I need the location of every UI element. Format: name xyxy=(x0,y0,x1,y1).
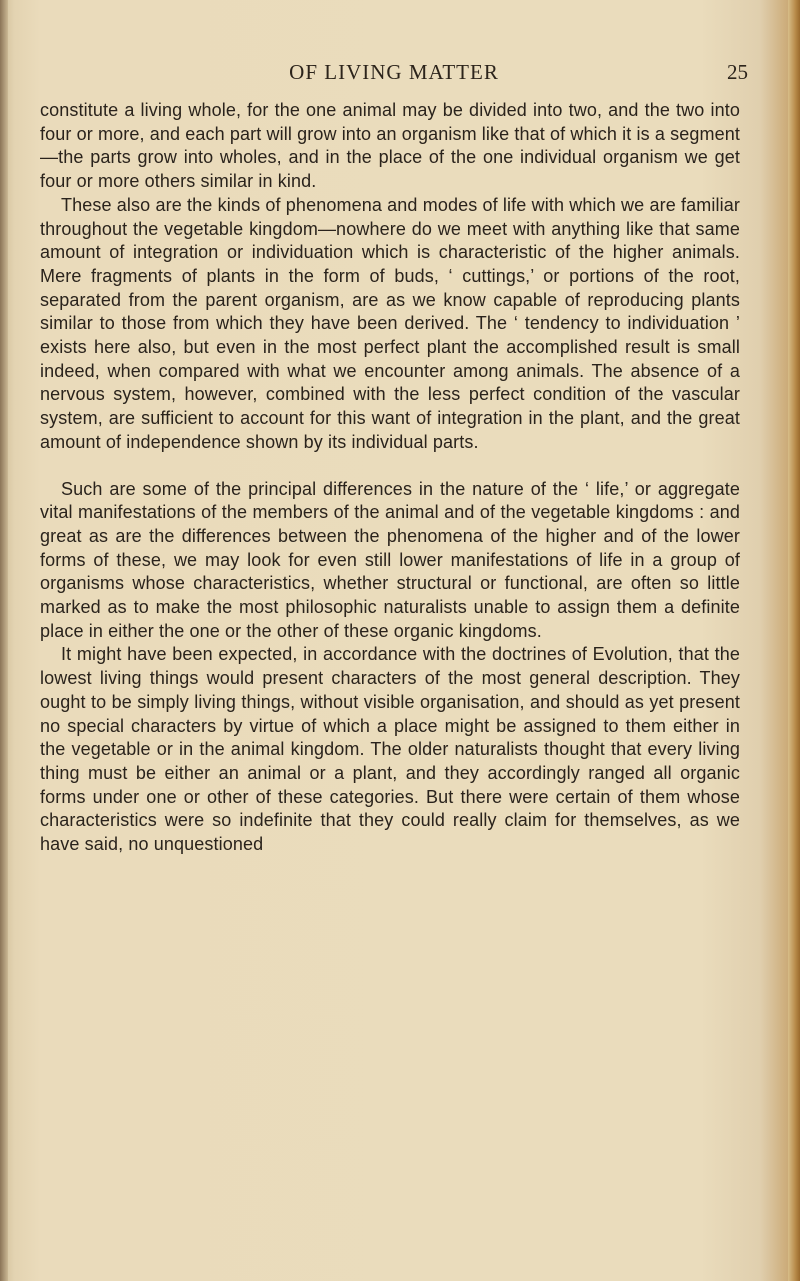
page-gutter-left xyxy=(0,0,8,1281)
page-number: 25 xyxy=(727,60,748,84)
paragraph-1: constitute a living whole, for the one animal may be divided into two, and the two into four or more, and each part will grow into an organism like that of which it is a segment—the parts grow into wholes, and in the place of the one individual organism we get four or more others similar in kind. xyxy=(40,100,741,192)
paragraph-4: It might have been expected, in accordance with the doctrines of Evolution, that the lowest living things would present characters of the most general description. They ought to be simply living things, without visible organisation, and should as yet present no special characters by virtue of which a place might be assigned to them either in the vegetable or in the animal kingdom. The older naturalists thought that every living thing must be either an animal or a plant, and they accordingly ranged all organic forms under one or other of these categories. But there were certain of them whose characteristics were so indefinite that they could really claim for themselves, as we have said, no unquestioned xyxy=(40,644,740,855)
page-edge-right xyxy=(788,0,800,1281)
page-header xyxy=(40,60,748,92)
body-text xyxy=(40,99,740,857)
paragraph-3: Such are some of the principal differences in the nature of the ‘ life,’ or aggregate vital manifestations of the members of the animal and of the vegetable kingdoms : and great as are the differences between the phenomena of the higher and of the lower forms of these, we may look for even still lower manifestations of life in a group of organisms whose characteristics, whether structural or functional, are often so little marked as to make the most philosophic naturalists unable to assign them a definite place in either the one or the other of these organic kingdoms. xyxy=(40,478,740,641)
paragraph-2: These also are the kinds of phenomena and modes of life with which we are familiar throughout the vegetable kingdom—nowhere do we meet with anything like that same amount of integration or individuation which is characteristic of the higher animals. Mere fragments of plants in the form of buds, ‘ cuttings,’ or portions of the root, separated from the parent organism, are as we know capable of reproducing plants similar to those from which they have been derived. The ‘ tendency to individuation ’ exists here also, but even in the most perfect plant the accomplished result is small indeed, when compared with what we encounter among animals. The absence of a nervous system, however, combined with the less perfect condition of the vascular system, are sufficient to account for this want of integration in the plant, and the great amount of independence shown by its individual parts. xyxy=(40,194,740,452)
running-head: OF LIVING MATTER xyxy=(289,60,499,84)
